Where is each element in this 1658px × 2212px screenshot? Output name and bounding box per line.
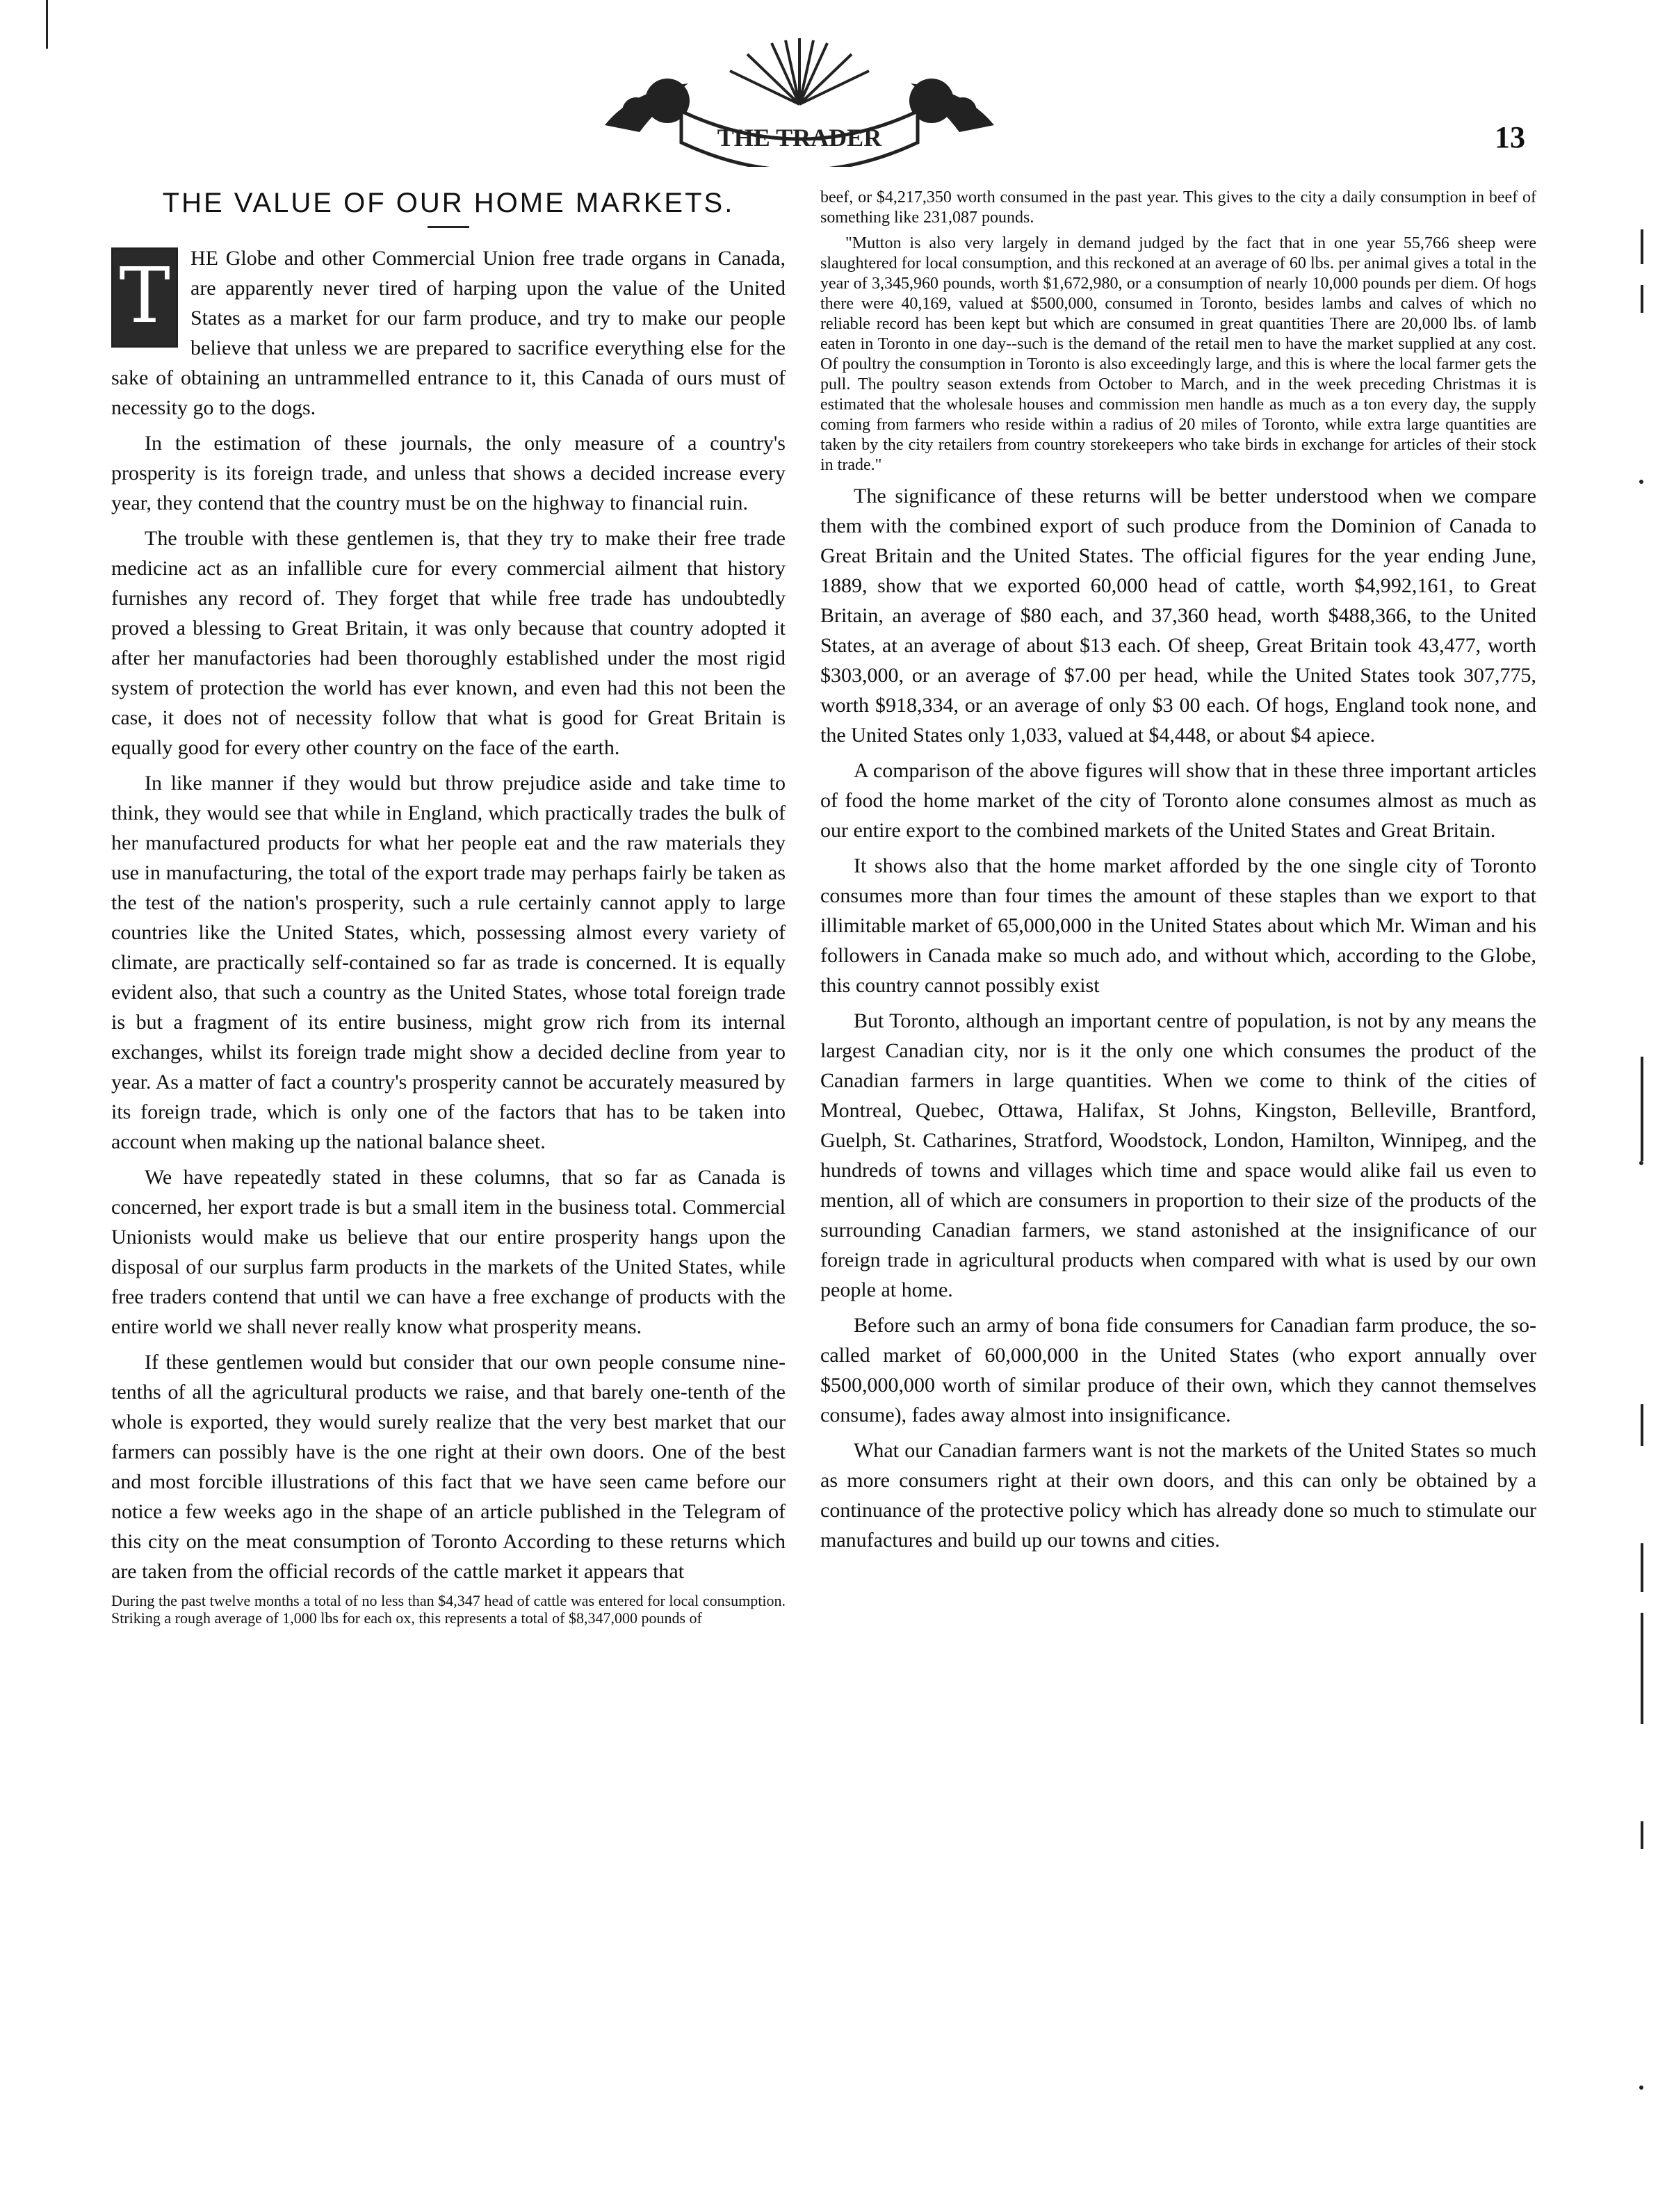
scan-margin-mark [1641,1821,1643,1849]
paragraph: What our Canadian farmers want is not the markets of the United States so much as more consumers right at their own doors, and this can only be obtained by a continuance of the protective policy which has already done so much to stimulate our manufactures and build up our towns and cities. [820,1439,1536,1552]
sunburst-icon [730,38,869,104]
paragraph-text: HE Globe and other Commercial Union free trade organs in Canada, are apparently never tired of harping upon the value of the United States as a market for our farm produce, and try to make our people believe that unless we are prepared to sacrifice everything else for the sake of obtaining an untrammelled entrance to it, this Canada of ours must of necessity go to the dogs. [111,247,786,419]
paragraph: In the estimation of these journals, the only measure of a country's prosperity is its foreign trade, and unless that shows a decided increase every year, they contend that the country must be on the highway to financial ruin. [111,432,786,514]
paragraph: If these gentlemen would but consider that our own people consume nine-tenths of all the agricultural products we raise, and that barely one-tenth of the whole is exported, they would surely realize that the very best market that our farmers can possibly have is the one right at their own doors. One of the best and most forcible illustrations of this fact that we have seen came before our notice a few weeks ago in the shape of an article published in the Telegram of this city on the meat consumption of Toronto According to these returns which are taken from the official records of the cattle market it appears that [111,1351,786,1583]
left-ornament-icon [605,79,690,132]
page-number: 13 [1495,120,1525,154]
scan-margin-mark [1641,1404,1643,1446]
paragraph-intro [111,243,786,423]
quoted-returns-part1: During the past twelve months a total of no less than $4,347 head of cattle was entered for local consumption. Striking a rough average of 1,000 lbs for each ox, this represents a total of $8,347,000 pounds of [111,1592,786,1627]
scan-margin-mark [1641,285,1643,313]
right-ornament-icon [909,79,994,132]
scan-margin-mark [1641,1057,1643,1161]
paragraph: We have repeatedly stated in these columns, that so far as Canada is concerned, her export trade is but a small item in the business total. Commercial Unionists would make us believe that our entire prosperity hangs upon the disposal of our surplus farm products in the markets of the United States, while free traders contend that until we can have a free exchange of products with the entire world we shall never really know what prosperity means. [111,1166,786,1338]
scan-margin-mark [1641,1613,1643,1724]
scan-margin-dot [1639,1161,1643,1165]
right-column [820,188,1536,1561]
dropcap: T [111,247,178,348]
paragraph: But Toronto, although an important centre of population, is not by any means the largest Canadian city, nor is it the only one which consumes the product of the Canadian farmers in large quantities. When we come to think of the cities of Montreal, Quebec, Ottawa, Halifax, St Johns, Kingston, Belleville, Brantford, Guelph, St. Catharines, Stratford, Woodstock, London, Hamilton, Winnipeg, and the hundreds of towns and villages which time and space would alike fail us even to mention, all of which are consumers in proportion to their size of the products of the surrounding Canadian farmers, we stand astonished at the insignificance of our foreign trade in agricultural products when compared with what is used by our own people at home. [820,1009,1536,1301]
article-title: THE VALUE OF OUR HOME MARKETS. [162,188,735,218]
scan-margin-dot [1639,480,1643,484]
quoted-returns-part2: beef, or $4,217,350 worth consumed in the past year. This gives to the city a daily consumption in beef of something like 231,087 pounds. [820,188,1536,227]
paragraph: The trouble with these gentlemen is, that they try to make their free trade medicine act as an infallible cure for every commercial ailment that history furnishes any record of. They forget that while free trade has undoubtedly proved a blessing to Great Britain, it was only because that country adopted it after her manufactories had been thoroughly established under the most rigid system of protection the world has ever known, and even had this not been the case, it does not of necessity follow that what is good for Great Britain is equally good for every other country on the face of the earth. [111,527,786,759]
paragraph: Before such an army of bona fide consumers for Canadian farm produce, the so-called market of 60,000,000 in the United States (who export annually over $500,000,000 worth of similar produce of their own, which they cannot themselves consume), fades away almost into insignificance. [820,1314,1536,1426]
paragraph: In like manner if they would but throw prejudice aside and take time to think, they would see that while in England, which practically trades the bulk of her manufactured products for what her people eat and the raw materials they use in manufacturing, the total of the export trade may perhaps fairly be taken as the test of the nation's prosperity, such a rule certainly cannot apply to large countries like the United States, which, possessing almost every variety of climate, are practically self-contained so far as trade is concerned. It is equally evident also, that such a country as the United States, whose total foreign trade is but a fragment of its entire business, might grow rich from its internal exchanges, whilst its foreign trade might show a decided decline from year to year. As a matter of fact a country's prosperity cannot be accurately measured by its foreign trade, which is only one of the factors that has to be taken into account when making up the national balance sheet. [111,772,786,1153]
scan-margin-mark [1641,1543,1643,1592]
scan-margin-mark [1641,229,1643,264]
masthead-logo [591,28,1008,167]
quoted-returns-part3: "Mutton is also very largely in demand judged by the fact that in one year 55,766 sheep were slaughtered for local consumption, and this reckoned at an average of 60 lbs. per animal gives a total in the year of 3,345,960 pounds, worth $1,672,980, or a consumption of nearly 10,000 pounds per diem. Of hogs there were 40,169, valued at $500,000, consumed in Toronto, besides lambs and calves of which no reliable record has been kept but which are consumed in great quantities There are 20,000 lbs. of lamb eaten in Toronto in one day--such is the demand of the retail men to have the market supplied at any cost. Of poultry the consumption in Toronto is also exceedingly large, and this is where the local farmer gets the pull. The poultry season extends from October to March, and in the week preceding Christmas it is estimated that the wholesale houses and commission men handle as much as a ton every day, the supply coming from farmers who reside within a radius of 20 miles of Toronto, while extra large quantities are taken by the city retailers from country storekeepers who take birds in exchange for articles of their stock in trade." [820,234,1536,474]
title-divider [428,226,469,228]
left-column [111,188,786,1642]
scan-margin-dot [1639,2085,1643,2090]
paragraph: It shows also that the home market afforded by the one single city of Toronto consumes more than four times the amount of these staples than we export to that illimitable market of 65,000,000 in the United States about which Mr. Wiman and his followers in Canada make so much ado, and without which, according to the Globe, this country cannot possibly exist [820,854,1536,997]
left-edge-line [46,0,48,49]
paragraph: A comparison of the above figures will show that in these three important articles of food the home market of the city of Toronto alone consumes almost as much as our entire export to the combined markets of the United States and Great Britain. [820,759,1536,842]
masthead-title: THE TRADER [717,124,882,152]
paragraph: The significance of these returns will be better understood when we compare them with the combined export of such produce from the Dominion of Canada to Great Britain and the United States. The official figures for the year ending June, 1889, show that we exported 60,000 head of cattle, worth $4,992,161, to Great Britain, an average of $80 each, and 37,360 head, worth $488,366, to the United States, at an average of about $13 each. Of sheep, Great Britain took 43,477, worth $303,000, or an average of $7.00 per head, while the United States took 307,775, worth $918,334, or an average of only $3 00 each. Of hogs, England took none, and the United States only 1,033, valued at $4,448, or about $4 apiece. [820,485,1536,747]
